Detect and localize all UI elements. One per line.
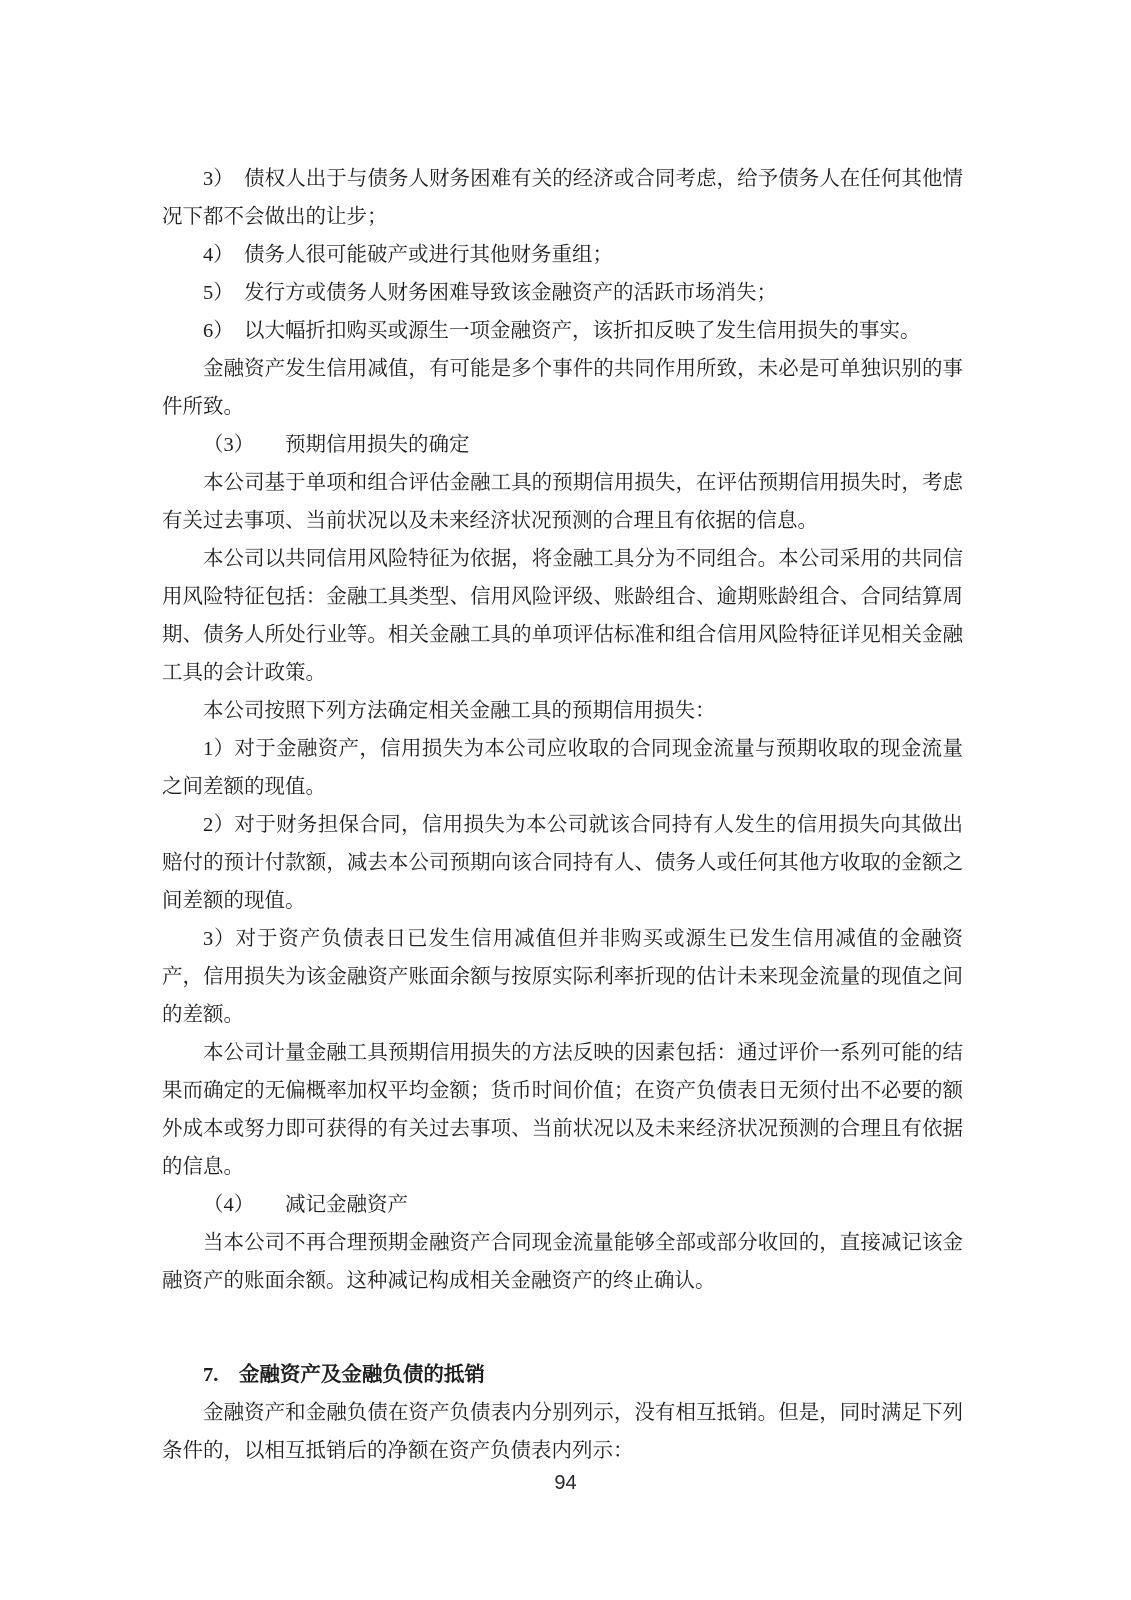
list-item-3: 3） 债权人出于与债务人财务困难有关的经济或合同考虑，给予债务人在任何其他情况下都不会做出的让步； — [162, 168, 963, 228]
section-heading-7: 7. 金融资产及金融负债的抵销 — [203, 1364, 485, 1386]
paragraph: 本公司基于单项和组合评估金融工具的预期信用损失，在评估预期信用损失时，考虑有关过去事项、当前状况以及未来经济状况预测的合理且有依据的信息。 — [162, 472, 963, 532]
list-item-4: 4） 债务人很可能破产或进行其他财务重组； — [203, 244, 613, 266]
paragraph: 当本公司不再合理预期金融资产合同现金流量能够全部或部分收回的，直接减记该金融资产的账面余额。这种减记构成相关金融资产的终止确认。 — [162, 1232, 963, 1292]
subsection-heading-3: （3） 预期信用损失的确定 — [203, 434, 470, 456]
list-item-6: 6） 以大幅折扣购买或源生一项金融资产，该折扣反映了发生信用损失的事实。 — [203, 320, 921, 342]
subsection-heading-4: （4） 减记金融资产 — [203, 1194, 408, 1216]
list-item-3b: 3）对于资产负债表日已发生信用减值但并非购买或源生已发生信用减值的金融资产，信用损失为该金融资产账面余额与按原实际利率折现的估计未来现金流量的现值之间的差额。 — [162, 928, 963, 1026]
page-content — [162, 160, 963, 1470]
list-item-2: 2）对于财务担保合同，信用损失为本公司就该合同持有人发生的信用损失向其做出赔付的预计付款额，减去本公司预期向该合同持有人、债务人或任何其他方收取的金额之间差额的现值。 — [162, 814, 963, 912]
paragraph: 金融资产发生信用减值，有可能是多个事件的共同作用所致，未必是可单独识别的事件所致。 — [162, 358, 963, 418]
list-item-5: 5） 发行方或债务人财务困难导致该金融资产的活跃市场消失； — [203, 282, 777, 304]
paragraph: 本公司计量金融工具预期信用损失的方法反映的因素包括：通过评价一系列可能的结果而确定的无偏概率加权平均金额；货币时间价值；在资产负债表日无须付出不必要的额外成本或努力即可获得的有关过去事项、当前状况以及未来经济状况预测的合理且有依据的信息。 — [162, 1042, 963, 1178]
paragraph: 金融资产和金融负债在资产负债表内分别列示，没有相互抵销。但是，同时满足下列条件的，以相互抵销后的净额在资产负债表内列示： — [162, 1402, 963, 1462]
paragraph: 本公司以共同信用风险特征为依据，将金融工具分为不同组合。本公司采用的共同信用风险特征包括：金融工具类型、信用风险评级、账龄组合、逾期账龄组合、合同结算周期、债务人所处行业等。相关金融工具的单项评估标准和组合信用风险特征详见相关金融工具的会计政策。 — [162, 548, 963, 684]
page-number: 94 — [554, 1472, 577, 1494]
paragraph: 本公司按照下列方法确定相关金融工具的预期信用损失： — [203, 700, 716, 722]
list-item-1: 1）对于金融资产，信用损失为本公司应收取的合同现金流量与预期收取的现金流量之间差额的现值。 — [162, 738, 963, 798]
